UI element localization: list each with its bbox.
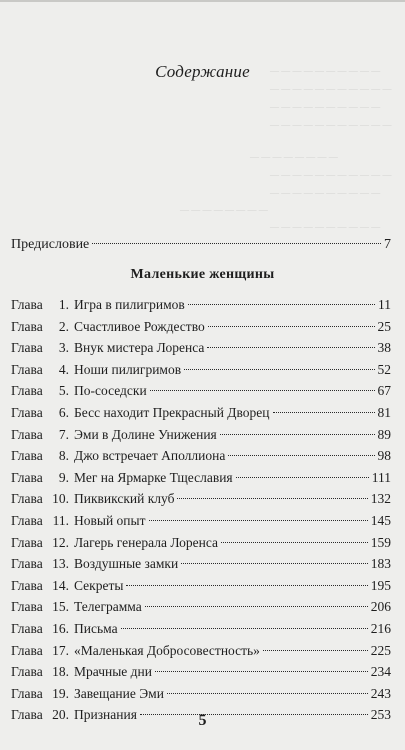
chapter-word: Глава (11, 707, 43, 723)
chapter-title: Лагерь генерала Лоренса (74, 534, 218, 550)
dot-leader (177, 498, 367, 499)
chapter-title: Новый опыт (74, 512, 146, 528)
chapter-page: 111 (371, 469, 391, 485)
chapter-page: 253 (370, 707, 391, 723)
toc-title: Содержание (155, 62, 250, 81)
chapter-number: 5. (58, 383, 69, 399)
chapter-number: 11. (52, 512, 69, 528)
preface-label: Предисловие (11, 237, 90, 252)
section-title: Маленькие женщины (130, 267, 275, 282)
chapter-word: Глава (11, 491, 43, 507)
chapter-title: Бесс находит Прекрасный Дворец (74, 404, 270, 420)
chapter-page: 243 (370, 685, 391, 701)
chapter-entry (11, 380, 391, 402)
chapter-word: Глава (11, 556, 43, 572)
chapter-entry (11, 575, 391, 597)
dot-leader (145, 606, 368, 607)
chapter-number: 19. (52, 685, 69, 701)
chapter-entry (11, 618, 391, 640)
chapter-word: Глава (11, 469, 43, 485)
chapter-title: «Маленькая Добросовестность» (74, 642, 260, 658)
dot-leader (236, 477, 369, 478)
chapter-number: 10. (52, 491, 69, 507)
chapter-entry (11, 337, 391, 359)
chapter-number: 8. (58, 448, 69, 464)
chapter-entry (11, 661, 391, 683)
chapter-number: 17. (52, 642, 69, 658)
chapter-entry (11, 510, 391, 532)
page-number: 5 (198, 712, 207, 729)
chapter-number: 18. (52, 664, 69, 680)
chapter-number: 15. (52, 599, 69, 615)
chapter-number: 13. (52, 556, 69, 572)
chapter-word: Глава (11, 318, 43, 334)
chapter-list (11, 294, 391, 726)
chapter-number: 20. (52, 707, 69, 723)
chapter-page: 225 (370, 642, 391, 658)
chapter-word: Глава (11, 577, 43, 593)
chapter-entry (11, 488, 391, 510)
preface-page: 7 (384, 237, 391, 252)
dot-leader (188, 304, 375, 305)
dot-leader (181, 563, 368, 564)
chapter-number: 6. (58, 404, 69, 420)
chapter-page: 81 (377, 404, 391, 420)
dot-leader (92, 243, 381, 244)
chapter-entry (11, 467, 391, 489)
chapter-entry (11, 553, 391, 575)
chapter-title: По-соседски (74, 383, 147, 399)
chapter-page: 11 (378, 297, 391, 312)
chapter-word: Глава (11, 297, 43, 312)
chapter-page: 25 (377, 318, 391, 334)
chapter-number: 12. (52, 534, 69, 550)
chapter-word: Глава (11, 448, 43, 464)
chapter-page: 132 (370, 491, 391, 507)
chapter-entry (11, 596, 391, 618)
chapter-title: Письма (74, 620, 118, 636)
chapter-page: 98 (377, 448, 391, 464)
dot-leader (221, 542, 368, 543)
chapter-number: 1. (58, 297, 69, 312)
dot-leader (150, 390, 375, 391)
chapter-page: 195 (370, 577, 391, 593)
chapter-title: Внук мистера Лоренса (74, 340, 205, 356)
chapter-title: Завещание Эми (74, 685, 164, 701)
chapter-entry (11, 359, 391, 381)
chapter-word: Глава (11, 620, 43, 636)
chapter-word: Глава (11, 404, 43, 420)
dot-leader (273, 412, 375, 413)
dot-leader (121, 628, 368, 629)
dot-leader (126, 585, 367, 586)
chapter-title: Секреты (74, 577, 124, 593)
dot-leader (155, 671, 368, 672)
chapter-entry (11, 424, 391, 446)
chapter-entry (11, 445, 391, 467)
chapter-number: 3. (58, 340, 69, 356)
chapter-word: Глава (11, 361, 43, 377)
chapter-number: 14. (52, 577, 69, 593)
dot-leader (184, 369, 374, 370)
dot-leader (208, 326, 375, 327)
chapter-entry (11, 640, 391, 662)
chapter-title: Пиквикский клуб (74, 491, 175, 507)
dot-leader (263, 650, 368, 651)
chapter-word: Глава (11, 599, 43, 615)
chapter-title: Воздушные замки (74, 556, 179, 572)
chapter-word: Глава (11, 685, 43, 701)
chapter-title: Признания (74, 707, 137, 723)
chapter-title: Телеграмма (74, 599, 142, 615)
chapter-page: 89 (377, 426, 391, 442)
dot-leader (167, 693, 368, 694)
chapter-word: Глава (11, 340, 43, 356)
chapter-word: Глава (11, 383, 43, 399)
chapter-entry (11, 532, 391, 554)
chapter-title: Мрачные дни (74, 664, 152, 680)
dot-leader (220, 434, 375, 435)
chapter-entry (11, 402, 391, 424)
dot-leader (228, 455, 374, 456)
chapter-page: 38 (377, 340, 391, 356)
chapter-page: 159 (370, 534, 391, 550)
preface-entry (11, 237, 391, 253)
chapter-title: Игра в пилигримов (74, 297, 185, 312)
chapter-number: 2. (58, 318, 69, 334)
chapter-page: 67 (377, 383, 391, 399)
chapter-number: 4. (58, 361, 69, 377)
chapter-title: Джо встречает Аполлиона (74, 448, 226, 464)
chapter-title: Мег на Ярмарке Тщеславия (74, 469, 233, 485)
chapter-word: Глава (11, 642, 43, 658)
chapter-number: 16. (52, 620, 69, 636)
chapter-page: 145 (370, 512, 391, 528)
chapter-page: 183 (370, 556, 391, 572)
chapter-page: 216 (370, 620, 391, 636)
chapter-number: 9. (58, 469, 69, 485)
chapter-page: 52 (377, 361, 391, 377)
chapter-number: 7. (58, 426, 69, 442)
chapter-page: 234 (370, 664, 391, 680)
chapter-word: Глава (11, 512, 43, 528)
chapter-title: Счастливое Рождество (74, 318, 205, 334)
chapter-entry (11, 683, 391, 705)
chapter-title: Эми в Долине Унижения (74, 426, 217, 442)
chapter-page: 206 (370, 599, 391, 615)
chapter-entry (11, 316, 391, 338)
dot-leader (149, 520, 368, 521)
chapter-entry (11, 294, 391, 316)
chapter-word: Глава (11, 426, 43, 442)
page-top-edge (0, 0, 405, 2)
chapter-word: Глава (11, 534, 43, 550)
chapter-word: Глава (11, 664, 43, 680)
chapter-title: Ноши пилигримов (74, 361, 182, 377)
dot-leader (207, 347, 374, 348)
